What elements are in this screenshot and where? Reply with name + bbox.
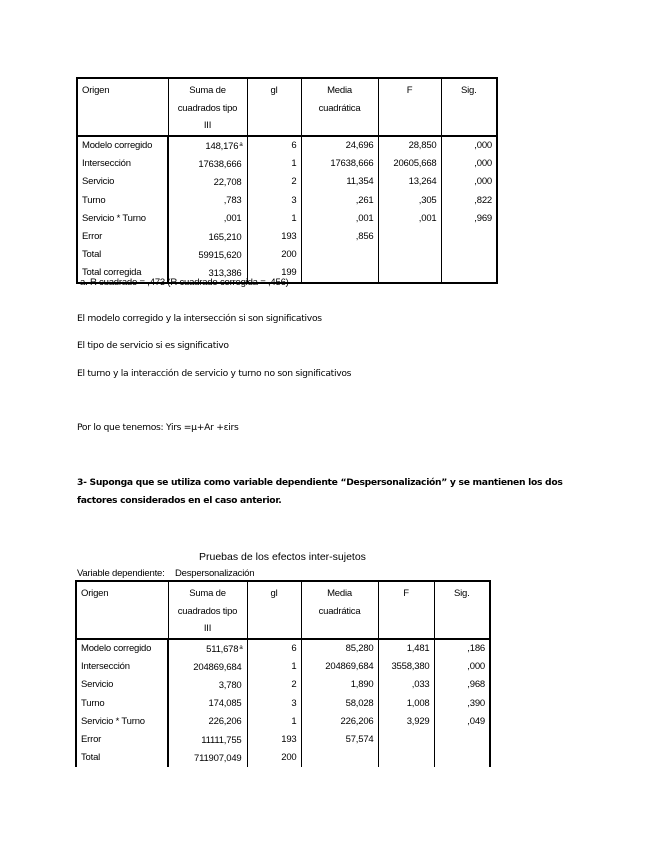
row-label: Servicio [77, 173, 168, 191]
header-suma-line1: Suma de [189, 85, 226, 96]
degrees-of-freedom: 3 [247, 694, 301, 712]
header-origen: Origen [76, 581, 168, 639]
row-label: Servicio [76, 676, 168, 694]
header-sig: Sig. [434, 581, 490, 639]
header-suma-line2: cuadrados tipo [177, 605, 238, 617]
header-suma-line3: III [203, 623, 212, 634]
f-value: ,001 [378, 209, 441, 227]
paragraph-model-equation: Por lo que tenemos: Yirs =μ+Ar +εirs [77, 422, 239, 433]
mean-square: 226,206 [301, 712, 378, 730]
degrees-of-freedom: 1 [247, 155, 301, 173]
f-value: 28,850 [378, 136, 441, 155]
f-value: 1,008 [378, 694, 434, 712]
sum-of-squares: 22,708 [168, 173, 247, 191]
sum-of-squares: 711907,049 [168, 749, 247, 767]
f-value [378, 246, 441, 264]
header-suma-line2: cuadrados tipo [177, 102, 238, 114]
degrees-of-freedom: 1 [247, 712, 301, 730]
header-media-line2: cuadrática [318, 605, 361, 617]
table-row [77, 136, 497, 155]
row-label: Turno [77, 191, 168, 209]
row-label: Servicio * Turno [77, 209, 168, 227]
degrees-of-freedom: 1 [247, 658, 301, 676]
degrees-of-freedom: 3 [247, 191, 301, 209]
dependent-variable-label: Variable dependiente: [77, 568, 165, 579]
table-row [77, 173, 497, 191]
table-row [76, 658, 490, 676]
significance: ,000 [434, 658, 490, 676]
f-value [378, 731, 434, 749]
header-suma-line1: Suma de [189, 588, 226, 599]
mean-square: 17638,666 [301, 155, 378, 173]
f-value [378, 228, 441, 246]
header-media-line2: cuadrática [318, 102, 361, 114]
significance [441, 228, 497, 246]
degrees-of-freedom: 200 [247, 246, 301, 264]
header-origen: Origen [77, 78, 168, 136]
mean-square: 11,354 [301, 173, 378, 191]
anova-table-1 [76, 77, 498, 284]
header-sig: Sig. [441, 78, 497, 136]
degrees-of-freedom: 193 [247, 228, 301, 246]
degrees-of-freedom: 199 [247, 264, 301, 283]
mean-square: 24,696 [301, 136, 378, 155]
header-suma-line3: III [203, 120, 212, 131]
header-suma [168, 581, 247, 639]
f-value: 20605,668 [378, 155, 441, 173]
significance: ,000 [441, 136, 497, 155]
sum-of-squares: ,001 [168, 209, 247, 227]
f-value: 13,264 [378, 173, 441, 191]
significance: ,186 [434, 639, 490, 658]
footnote-marker: a [239, 141, 243, 148]
degrees-of-freedom: 6 [247, 136, 301, 155]
degrees-of-freedom: 6 [247, 639, 301, 658]
row-label: Modelo corregido [77, 136, 168, 155]
header-media [301, 581, 378, 639]
anova-table-2 [75, 580, 491, 767]
table-row [76, 676, 490, 694]
mean-square [301, 749, 378, 767]
sum-of-squares: 165,210 [168, 228, 247, 246]
paragraph-turn-not-significant: El turno y la interacción de servicio y turno no son significativos [77, 368, 352, 379]
f-value: 1,481 [378, 639, 434, 658]
table-row [76, 731, 490, 749]
f-value: ,305 [378, 191, 441, 209]
table-row [77, 228, 497, 246]
footnote-marker: a [239, 644, 243, 651]
f-value [378, 749, 434, 767]
table-row [77, 155, 497, 173]
row-label: Error [77, 228, 168, 246]
row-label: Error [76, 731, 168, 749]
header-gl: gl [247, 78, 301, 136]
row-label: Modelo corregido [76, 639, 168, 658]
mean-square: ,261 [301, 191, 378, 209]
mean-square: 1,890 [301, 676, 378, 694]
significance: ,000 [441, 173, 497, 191]
sum-of-squares: 174,085 [168, 694, 247, 712]
sum-of-squares: 11111,755 [168, 731, 247, 749]
question-3-line1: 3- Suponga que se utiliza como variable dependiente “Despersonalización” y se mantienen los dos [77, 477, 563, 488]
mean-square: 204869,684 [301, 658, 378, 676]
mean-square [301, 264, 378, 283]
sum-of-squares: 59915,620 [168, 246, 247, 264]
paragraph-service-significant: El tipo de servicio si es significativo [77, 340, 229, 351]
header-media-line1: Media [327, 588, 352, 599]
header-suma [168, 78, 247, 136]
header-gl: gl [247, 581, 301, 639]
table2-title: Pruebas de los efectos inter-sujetos [199, 551, 366, 563]
table-row [77, 209, 497, 227]
mean-square [301, 246, 378, 264]
mean-square: 85,280 [301, 639, 378, 658]
table-row [76, 712, 490, 730]
row-label: Total [77, 246, 168, 264]
row-label: Total [76, 749, 168, 767]
significance: ,969 [441, 209, 497, 227]
row-label: Servicio * Turno [76, 712, 168, 730]
row-label: Total corregida [77, 264, 168, 283]
table1-footnote: a. R cuadrado = ,473 (R cuadrado corregida = ,456) [80, 277, 289, 288]
question-3-line2: factores considerados en el caso anterior. [77, 495, 282, 506]
significance: ,968 [434, 676, 490, 694]
significance [441, 246, 497, 264]
table-row [77, 246, 497, 264]
mean-square: ,001 [301, 209, 378, 227]
mean-square: 58,028 [301, 694, 378, 712]
paragraph-model-significant: El modelo corregido y la intersección si son significativos [77, 313, 322, 324]
significance: ,390 [434, 694, 490, 712]
degrees-of-freedom: 1 [247, 209, 301, 227]
significance [434, 749, 490, 767]
sum-of-squares: 17638,666 [168, 155, 247, 173]
significance: ,822 [441, 191, 497, 209]
header-media-line1: Media [327, 85, 352, 96]
mean-square: ,856 [301, 228, 378, 246]
f-value: 3,929 [378, 712, 434, 730]
sum-of-squares: 226,206 [168, 712, 247, 730]
significance [441, 264, 497, 283]
dependent-variable [77, 568, 254, 579]
degrees-of-freedom: 2 [247, 676, 301, 694]
sum-of-squares: 511,678$^a$ [168, 639, 247, 658]
degrees-of-freedom: 193 [247, 731, 301, 749]
dependent-variable-value: Despersonalización [174, 568, 255, 579]
f-value [378, 264, 441, 283]
table-row [77, 191, 497, 209]
degrees-of-freedom: 200 [247, 749, 301, 767]
sum-of-squares: ,783 [168, 191, 247, 209]
table-row [76, 694, 490, 712]
significance: ,049 [434, 712, 490, 730]
row-label: Turno [76, 694, 168, 712]
mean-square: 57,574 [301, 731, 378, 749]
table-row [76, 639, 490, 658]
row-label: Intersección [76, 658, 168, 676]
significance [434, 731, 490, 749]
sum-of-squares: 313,386 [168, 264, 247, 283]
sum-of-squares: 204869,684 [168, 658, 247, 676]
sum-of-squares: 3,780 [168, 676, 247, 694]
degrees-of-freedom: 2 [247, 173, 301, 191]
significance: ,000 [441, 155, 497, 173]
row-label: Intersección [77, 155, 168, 173]
table-row [76, 749, 490, 767]
header-media [301, 78, 378, 136]
f-value: ,033 [378, 676, 434, 694]
f-value: 3558,380 [378, 658, 434, 676]
sum-of-squares: 148,176$^a$ [168, 136, 247, 155]
header-f: F [378, 78, 441, 136]
header-f: F [378, 581, 434, 639]
